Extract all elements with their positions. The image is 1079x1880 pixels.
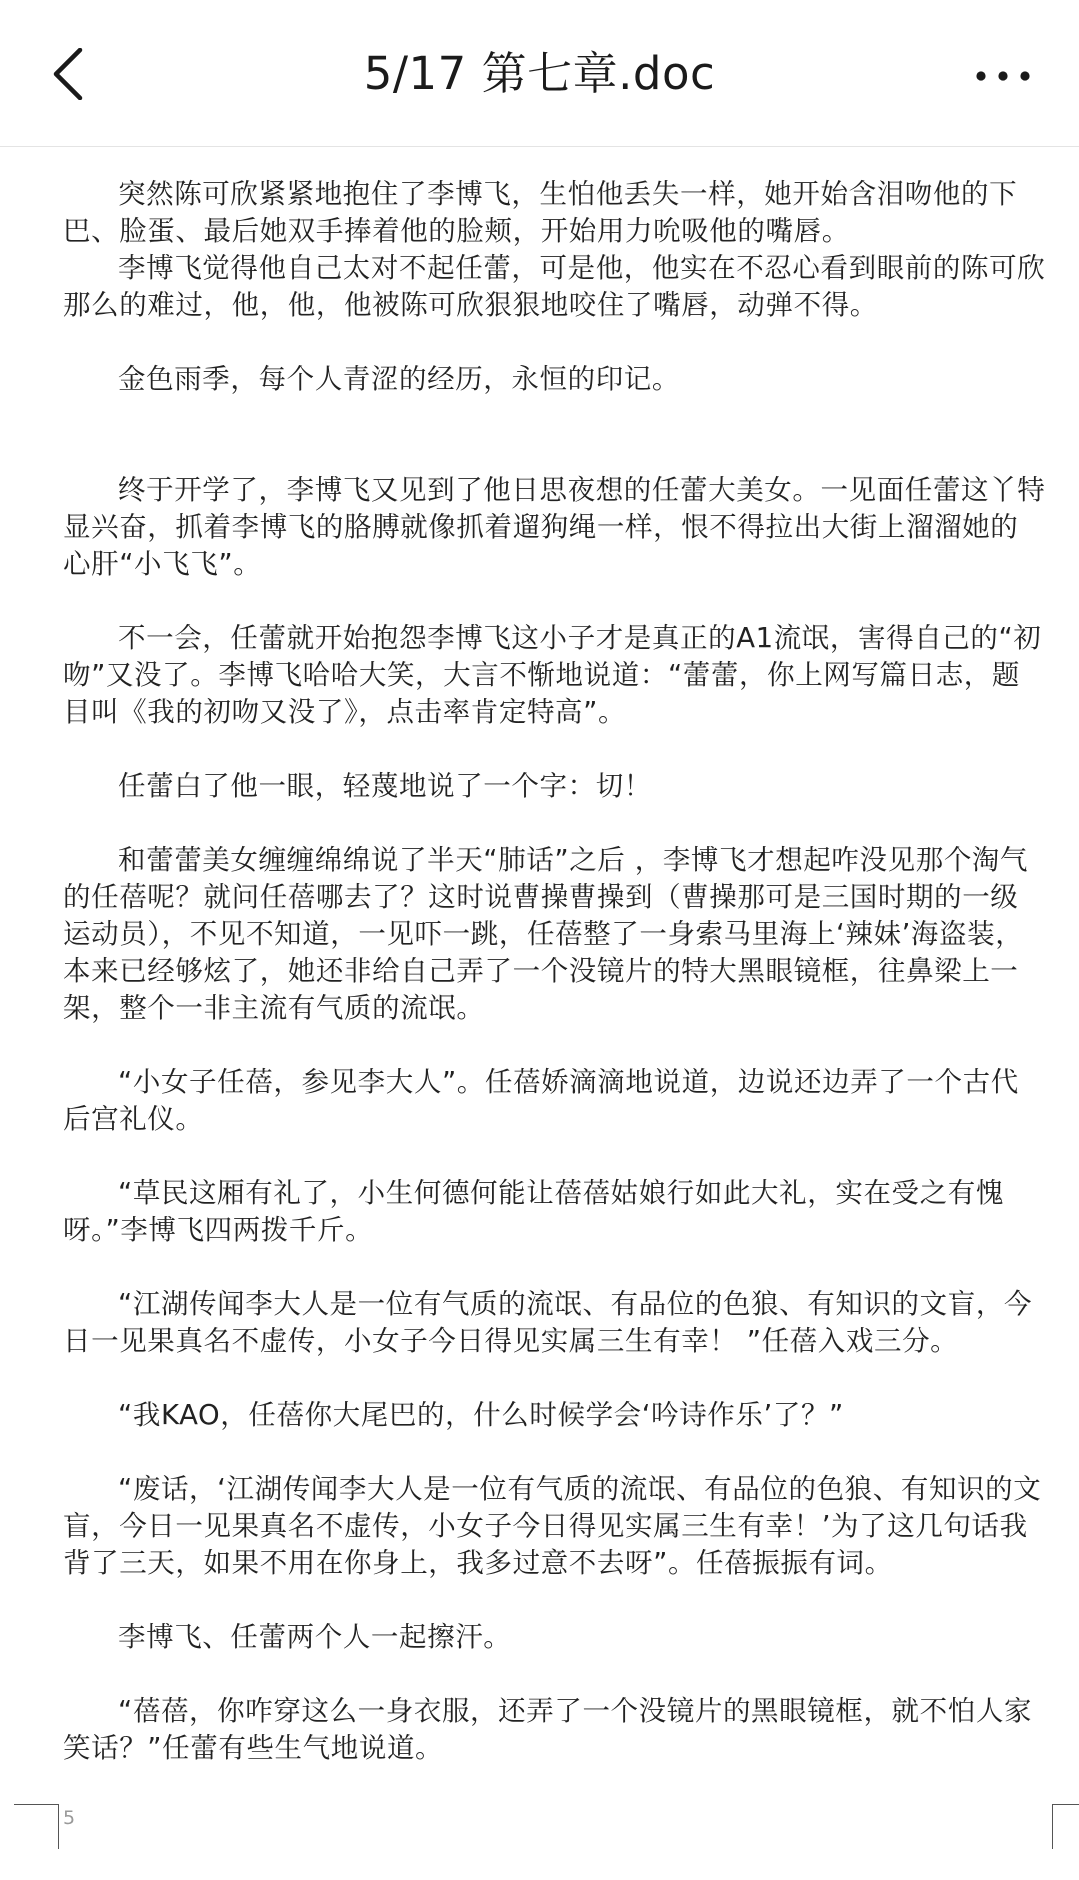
page-crop-mark-right xyxy=(1052,1804,1079,1849)
paragraph: “我KAO，任蓓你大尾巴的，什么时候学会‘吟诗作乐’了？” xyxy=(118,1399,844,1431)
paragraph: 突然陈可欣紧紧地抱住了李博飞，生怕他丢失一样，她开始含泪吻他的下巴、脸蛋、最后她双手捧着他的脸颊，开始用力吮吸他的嘴唇。 xyxy=(63,178,1018,247)
paragraph: “江湖传闻李大人是一位有气质的流氓、有品位的色狼、有知识的文盲，今日一见果真名不虚传，小女子今日得见实属三生有幸！ ”任蓓入戏三分。 xyxy=(63,1288,1033,1357)
paragraph: 李博飞觉得他自己太对不起任蕾，可是他，他实在不忍心看到眼前的陈可欣那么的难过，他，他，他被陈可欣狠狠地咬住了嘴唇，动弹不得。 xyxy=(63,252,1046,321)
more-horizontal-icon xyxy=(975,70,1031,82)
document-title: 5/17 第七章.doc xyxy=(363,47,716,100)
paragraph: 任蕾白了他一眼，轻蔑地说了一个字：切！ xyxy=(118,770,652,802)
page-number: 5 xyxy=(63,1807,76,1829)
chevron-left-icon xyxy=(53,48,83,100)
page-crop-mark-left xyxy=(14,1804,59,1849)
back-button[interactable] xyxy=(38,36,98,112)
paragraph: “废话，‘江湖传闻李大人是一位有气质的流氓、有品位的色狼、有知识的文盲，今日一见果真名不虚传，小女子今日得见实属三生有幸！’为了这几句话我背了三天，如果不用在你身上，我多过意不去呀”。任蓓振振有词。 xyxy=(63,1473,1042,1579)
document-body xyxy=(63,176,1046,1804)
paragraph: 和蕾蕾美女缠缠绵绵说了半天“肺话”之后 ，李博飞才想起咋没见那个淘气的任蓓呢？就问任蓓哪去了？这时说曹操曹操到（曹操那可是三国时期的一级运动员），不见不知道，一见吓一跳，任蓓整了一身索马里海上‘辣妹’海盗装，本来已经够炫了，她还非给自己弄了一个没镜片的特大黑眼镜框，往鼻梁上一架，整个一非主流有气质的流氓。 xyxy=(63,844,1029,1024)
more-options-button[interactable] xyxy=(961,44,1045,108)
paragraph: “草民这厢有礼了，小生何德何能让蓓蓓姑娘行如此大礼，实在受之有愧呀。”李博飞四两拨千斤。 xyxy=(63,1177,1004,1246)
paragraph: 李博飞、任蕾两个人一起擦汗。 xyxy=(118,1621,512,1653)
paragraph: 终于开学了，李博飞又见到了他日思夜想的任蕾大美女。一见面任蕾这丫特显兴奋，抓着李博飞的胳膊就像抓着遛狗绳一样，恨不得拉出大街上溜溜她的心肝“小飞飞”。 xyxy=(63,474,1046,580)
paragraph: 金色雨季，每个人青涩的经历，永恒的印记。 xyxy=(118,363,680,395)
paragraph: “蓓蓓，你咋穿这么一身衣服，还弄了一个没镜片的黑眼镜框，就不怕人家笑话？”任蕾有些生气地说道。 xyxy=(63,1695,1033,1764)
document-page[interactable] xyxy=(0,146,1079,1880)
paragraph: “小女子任蓓，参见李大人”。任蓓娇滴滴地说道，边说还边弄了一个古代后宫礼仪。 xyxy=(63,1066,1019,1135)
top-bar xyxy=(0,0,1079,147)
paragraph: 不一会，任蕾就开始抱怨李博飞这小子才是真正的A1流氓，害得自己的“初吻”又没了。李博飞哈哈大笑，大言不惭地说道：“蕾蕾，你上网写篇日志，题目叫《我的初吻又没了》，点击率肯定特高”。 xyxy=(63,622,1042,728)
